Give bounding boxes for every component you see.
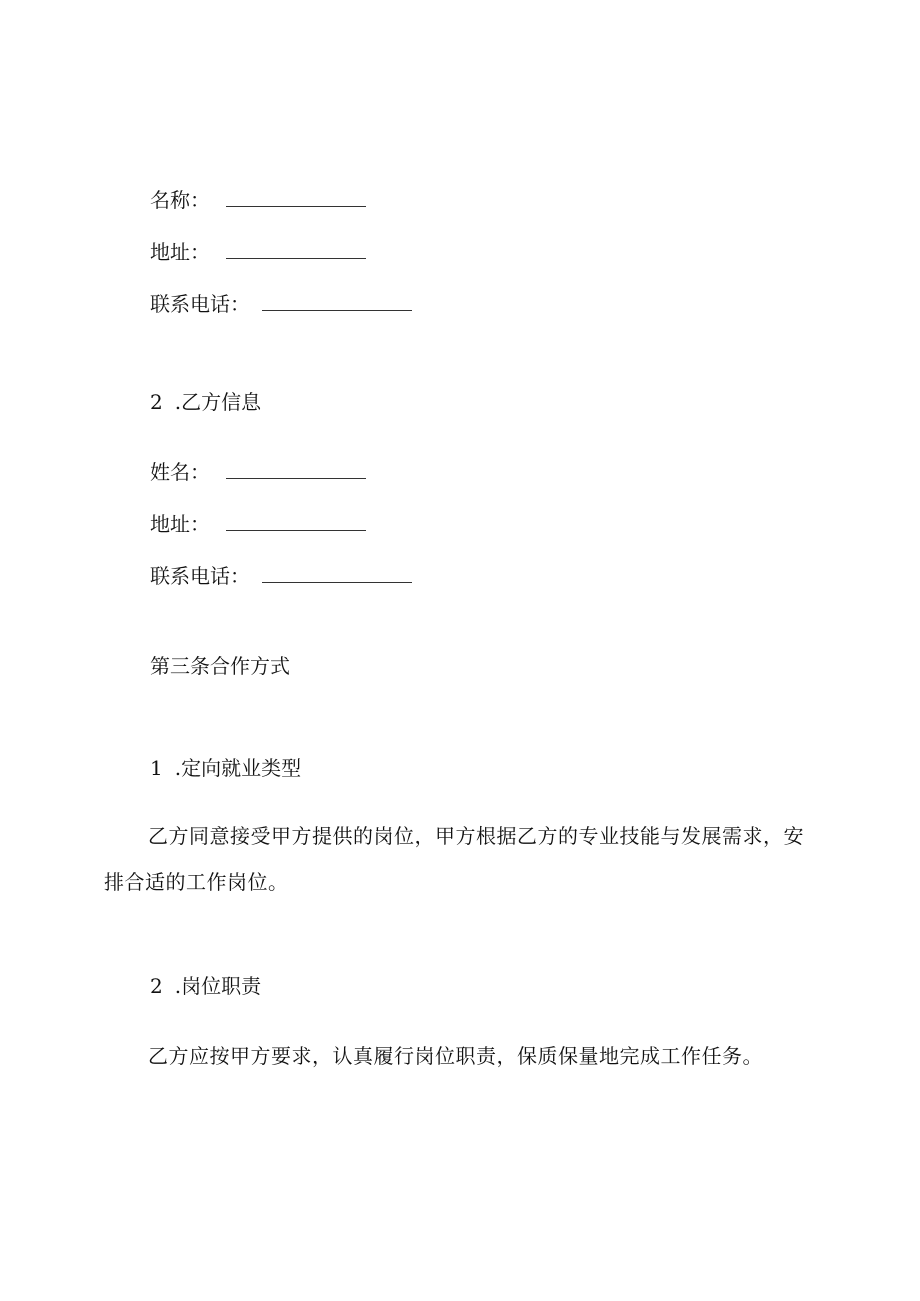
- party-a-address-line: [150, 238, 366, 266]
- party-b-name-label: 姓名：: [150, 460, 210, 484]
- party-b-address-line: [150, 510, 366, 538]
- party-b-name-line: [150, 458, 366, 486]
- party-b-phone-line: [150, 562, 412, 590]
- section-1-text: .定向就业类型: [174, 756, 302, 780]
- party-a-name-label: 名称：: [150, 188, 210, 212]
- party-b-address-label: 地址：: [150, 512, 210, 536]
- party-b-heading-number: 2: [150, 390, 163, 414]
- section-1-number: 1: [150, 756, 163, 780]
- party-a-name-line: [150, 186, 366, 214]
- section-2-heading: [150, 972, 261, 1000]
- party-a-phone-label: 联系电话：: [150, 292, 250, 316]
- party-a-phone-line: [150, 290, 412, 318]
- section-2-text: .岗位职责: [174, 974, 262, 998]
- party-a-phone-blank[interactable]: [262, 294, 412, 311]
- section-1-body: 乙方同意接受甲方提供的岗位，甲方根据乙方的专业技能与发展需求，安排合适的工作岗位。: [104, 824, 804, 894]
- party-a-name-blank[interactable]: [226, 190, 366, 207]
- party-a-address-label: 地址：: [150, 240, 210, 264]
- section-2-number: 2: [150, 974, 163, 998]
- party-b-heading: [150, 388, 261, 416]
- party-b-phone-blank[interactable]: [262, 566, 412, 583]
- party-a-address-blank[interactable]: [226, 242, 366, 259]
- party-b-phone-label: 联系电话：: [150, 564, 250, 588]
- section-1-heading: [150, 754, 301, 782]
- party-b-address-blank[interactable]: [226, 514, 366, 531]
- party-b-heading-text: .乙方信息: [174, 390, 262, 414]
- party-b-name-blank[interactable]: [226, 462, 366, 479]
- section-2-body: 乙方应按甲方要求，认真履行岗位职责，保质保量地完成工作任务。: [148, 1044, 763, 1068]
- article-3-title: 第三条合作方式: [150, 654, 290, 678]
